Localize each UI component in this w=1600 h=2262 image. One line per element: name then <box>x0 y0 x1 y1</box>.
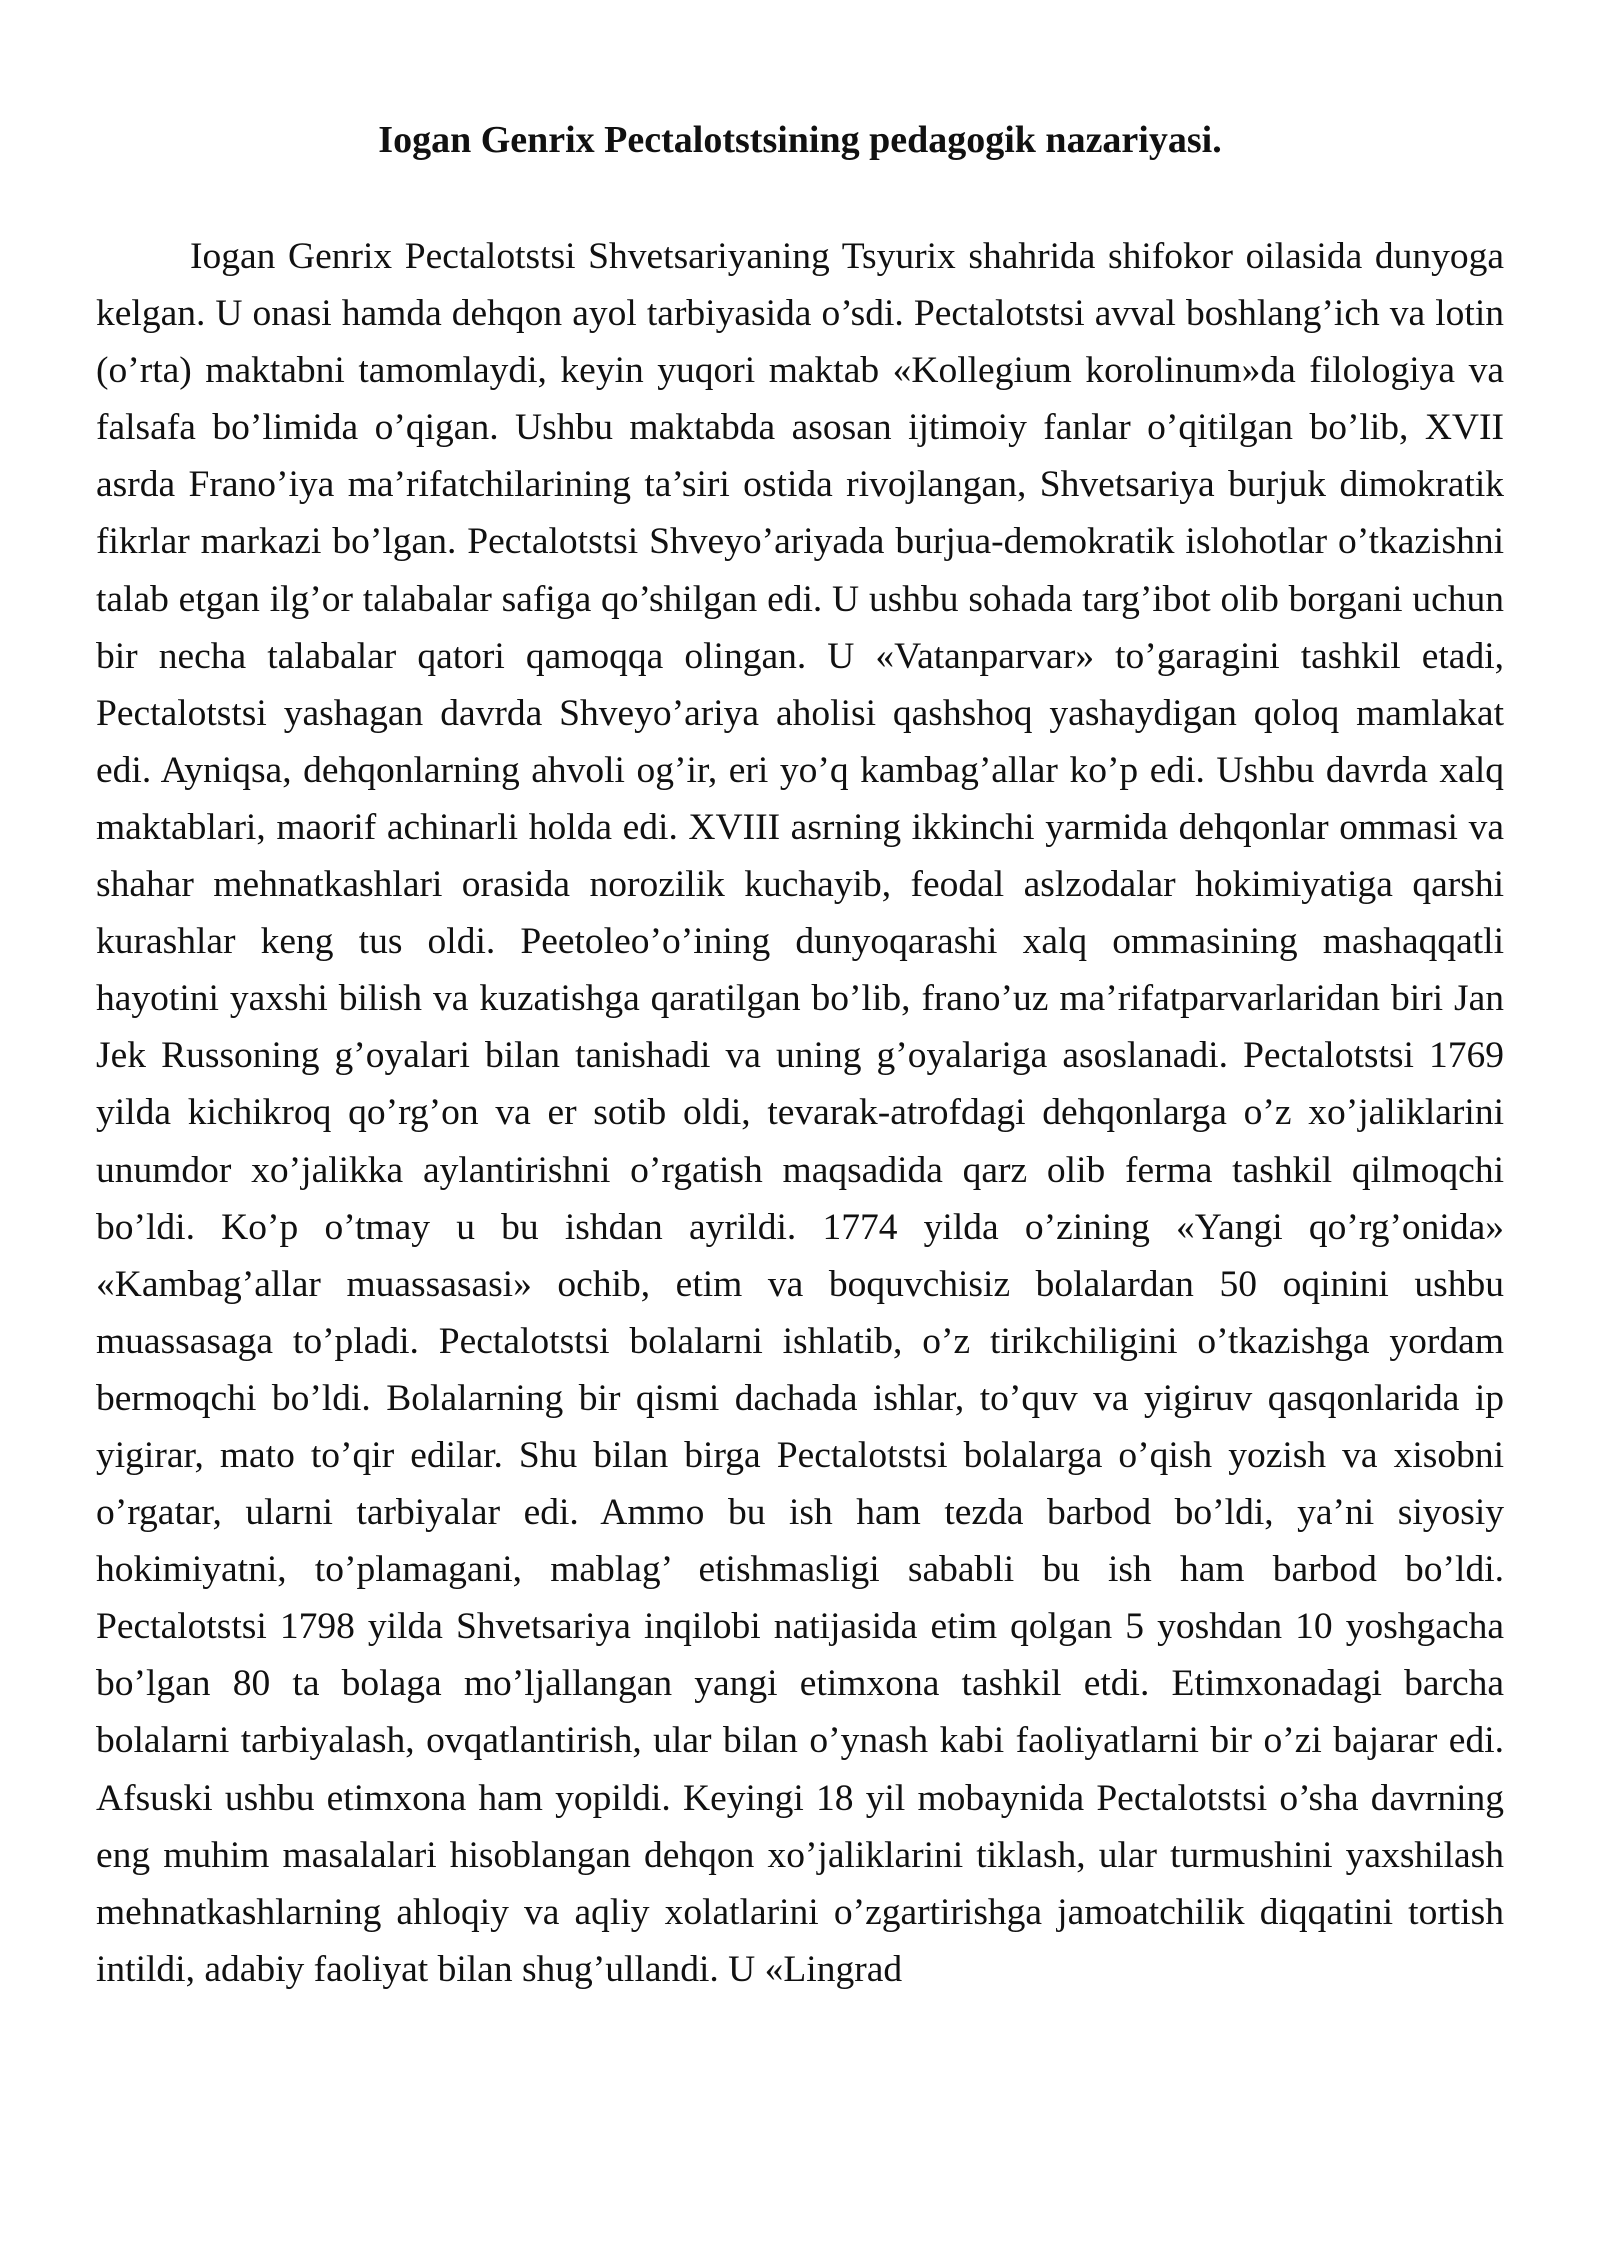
document-title: Iogan Genrix Pectalotstsining pedagogik nazariyasi. <box>378 119 1222 161</box>
body-paragraph: Iogan Genrix Pectalotstsi Shvetsariyaning Tsyurix shahrida shifokor oilasida dunyoga kelgan. U onasi hamda dehqon ayol tarbiyasida o’sdi. Pectalotstsi avval boshlang’ich va lotin (o’rta) maktabni tamomlaydi, keyin yuqori maktab «Kollegium korolinum»da filologiya va falsafa bo’limida o’qigan. Ushbu maktabda asosan ijtimoiy fanlar o’qitilgan bo’lib, XVII asrda Frano’iya ma’rifatchilarining ta’siri ostida rivojlangan, Shvetsariya burjuk dimokratik fikrlar markazi bo’lgan. Pectalotstsi Shveyo’ariyada burjua-demokratik islohotlar o’tkazishni talab etgan ilg’or talabalar safiga qo’shilgan edi. U ushbu sohada targ’ibot olib borgani uchun bir necha talabalar qatori qamoqqa olingan. U «Vatanparvar» to’garagini tashkil etadi, Pectalotstsi yashagan davrda Shveyo’ariya aholisi qashshoq yashaydigan qoloq mamlakat edi. Ayniqsa, dehqonlarning ahvoli og’ir, eri yo’q kambag’allar ko’p edi. Ushbu davrda xalq maktablari, maorif achinarli holda edi. XVIII asrning ikkinchi yarmida dehqonlar ommasi va shahar mehnatkashlari orasida norozilik kuchayib, feodal aslzodalar hokimiyatiga qarshi kurashlar keng tus oldi. Peetoleo’o’ining dunyoqarashi xalq ommasining mashaqqatli hayotini yaxshi bilish va kuzatishga qaratilgan bo’lib, frano’uz ma’rifatparvarlaridan biri Jan Jek Russoning g’oyalari bilan tanishadi va uning g’oyalariga asoslanadi. Pectalotstsi 1769 yilda kichikroq qo’rg’on va er sotib oldi, tevarak-atrofdagi dehqonlarga o’z xo’jaliklarini unumdor xo’jalikka aylantirishni o’rgatish maqsadida qarz olib ferma tashkil qilmoqchi bo’ldi. Ko’p o’tmay u bu ishdan ayrildi. 1774 yilda o’zining «Yangi qo’rg’onida» «Kambag’allar muassasasi» ochib, etim va boquvchisiz bolalardan 50 oqinini ushbu muassasaga to’pladi. Pectalotstsi bolalarni ishlatib, o’z tirikchiligini o’tkazishga yordam bermoqchi bo’ldi. Bolalarning bir qismi dachada ishlar, to’quv va yigiruv qasqonlarida ip yigirar, mato to’qir edilar. Shu bilan birga Pectalotstsi bolalarga o’qish yozish va xisobni o’rgatar, ularni tarbiyalar edi. Ammo bu ish ham tezda barbod bo’ldi, ya’ni siyosiy hokimiyatni, to’plamagani, mablag’ etishmasligi sababli bu ish ham barbod bo’ldi. Pectalotstsi 1798 yilda Shvetsariya inqilobi natijasida etim qolgan 5 yoshdan 10 yoshgacha bo’lgan 80 ta bolaga mo’ljallangan yangi etimxona tashkil etdi. Etimxonadagi barcha bolalarni tarbiyalash, ovqatlantirish, ular bilan o’ynash kabi faoliyatlarni bir o’zi bajarar edi. Afsuski ushbu etimxona ham yopildi. Keyingi 18 yil mobaynida Pectalotstsi o’sha davrning eng muhim masalalari hisoblangan dehqon xo’jaliklarini tiklash, ular turmushini yaxshilash mehnatkashlarning ahloqiy va aqliy xolatlarini o’zgartirishga jamoatchilik diqqatini tortish intildi, adabiy faoliyat bilan shug’ullandi. U «Lingrad <box>96 236 1504 1990</box>
document-page <box>96 0 1504 2262</box>
